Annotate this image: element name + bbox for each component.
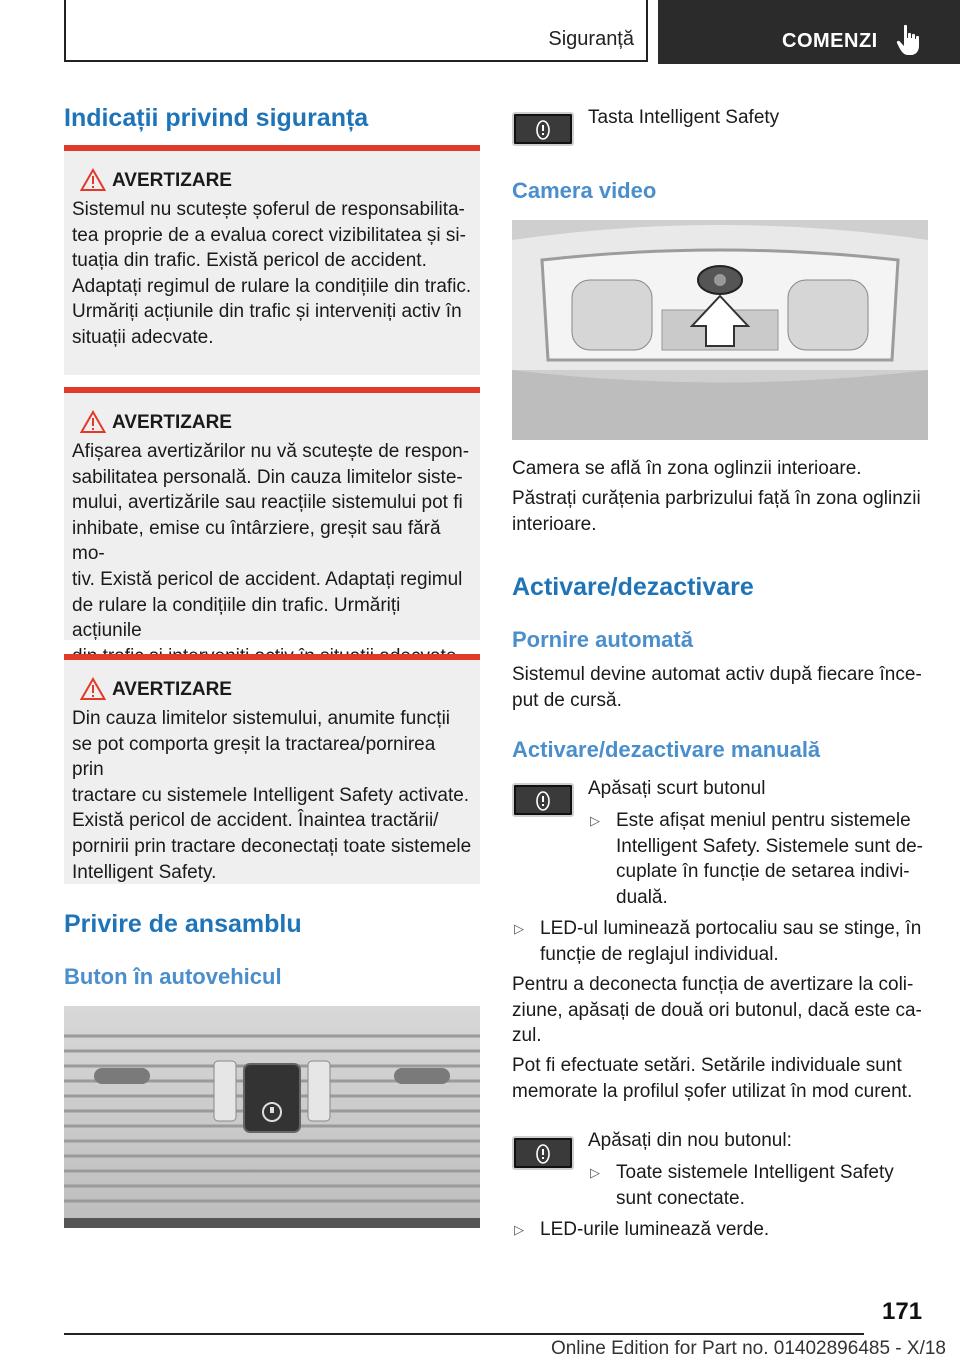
footer-divider <box>64 1333 864 1335</box>
page-number: 171 <box>882 1298 923 1325</box>
header-chapter-tab[interactable] <box>658 0 960 64</box>
bullet-leds-green: LED-urile luminează verde. <box>540 1219 770 1240</box>
key-caption: Tasta Intelligent Safety <box>588 107 780 128</box>
safety-notes-title: Indicații privind siguranța <box>64 104 369 132</box>
press-short-text: Apăsați scurt butonul <box>588 778 766 799</box>
overview-title: Privire de ansamblu <box>64 910 302 938</box>
bullet-all-connected: Toate sistemele Intelligent Safety sunt conectate. <box>616 1162 894 1209</box>
button-in-vehicle-title: Buton în autovehicul <box>64 964 282 989</box>
deconnect-text: Pentru a deconecta funcția de avertizare la coli- ziune, apăsați de două ori butonul, dacă este ca- zul. <box>512 974 922 1047</box>
manual-activation-title: Activare/dezactivare manuală <box>512 737 821 762</box>
header-chapter-title: COMENZI <box>782 30 878 52</box>
hand-pointer-icon <box>896 24 922 56</box>
camera-location-text: Camera se află în zona oglinzii interioare. <box>512 458 862 479</box>
warning-triangle-icon <box>80 168 106 192</box>
bullet-triangle-icon: ▷ <box>514 1222 524 1237</box>
camera-clean-text: Păstrați curățenia parbrizului față în zona oglinzii interioare. <box>512 488 921 535</box>
header-section-box <box>64 0 648 62</box>
settings-text: Pot fi efectuate setări. Setările individuale sunt memorate la profilul șofer utilizat în mod curent. <box>512 1055 913 1102</box>
warning-box-2 <box>64 387 480 640</box>
auto-start-title: Pornire automată <box>512 627 693 652</box>
intelligent-safety-key-icon <box>512 112 574 146</box>
bullet-triangle-icon: ▷ <box>514 921 524 936</box>
warning-box-1 <box>64 145 480 375</box>
warning-label-1: AVERTIZARE <box>72 169 472 193</box>
warning-triangle-icon <box>80 677 106 701</box>
press-again-text: Apăsați din nou butonul: <box>588 1130 792 1151</box>
camera-title: Camera video <box>512 178 657 203</box>
warning-text-3: Din cauza limitelor sistemului, anumite funcții se pot comporta greșit la tractarea/pornirea prin tractare cu sistemele Intelligent Safety activate. Există pericol de accident. Înaintea tractării/ pornirii prin tractare deconectați toate sistemele Intelligent Safety. <box>72 708 472 883</box>
activate-deactivate-title: Activare/dezactivare <box>512 573 754 601</box>
warning-triangle-icon <box>80 410 106 434</box>
header-section-title: Siguranță <box>548 28 634 50</box>
auto-start-text: Sistemul devine automat activ după fiecare înce- put de cursă. <box>512 664 922 711</box>
footer-edition: Online Edition for Part no. 01402896485 - X/18 <box>550 1338 946 1359</box>
warning-label-2: AVERTIZARE <box>72 411 472 435</box>
warning-box-3 <box>64 654 480 884</box>
warning-label-3: AVERTIZARE <box>72 678 472 702</box>
intelligent-safety-key-icon <box>512 783 574 817</box>
bullet-triangle-icon: ▷ <box>590 813 600 828</box>
camera-photo <box>512 220 928 440</box>
warning-text-2: Afișarea avertizărilor nu vă scutește de respon- sabilitatea personală. Din cauza limitelor siste- mului, avertizările sau reacțiile sistemului pot fi inhibate, emise cu întârziere, greșit sau fără mo- tiv. Există pericol de accident. Adaptați regimul de rulare la condițiile din trafic. Urmăriți acțiunile <box>72 441 470 642</box>
bullet-triangle-icon: ▷ <box>590 1165 600 1180</box>
warning-text-1: Sistemul nu scutește șoferul de responsabilita- tea proprie de a evalua corect vizibilitatea și si- tuația din trafic. Există pericol de accident. Adaptați regimul de rulare la condițiile din trafic. Urmăriți acțiunile din trafic și interveniți activ în situații adecvate. <box>72 199 472 348</box>
bullet-led-orange: LED-ul luminează portocaliu sau se stinge, în funcție de reglajul individual. <box>540 918 922 965</box>
intelligent-safety-key-icon <box>512 1136 574 1170</box>
dashboard-button-photo <box>64 1006 480 1228</box>
bullet-menu-shown: Este afișat meniul pentru sistemele Intelligent Safety. Sistemele sunt de- cuplate în funcție de setarea indivi- duală. <box>616 810 923 908</box>
